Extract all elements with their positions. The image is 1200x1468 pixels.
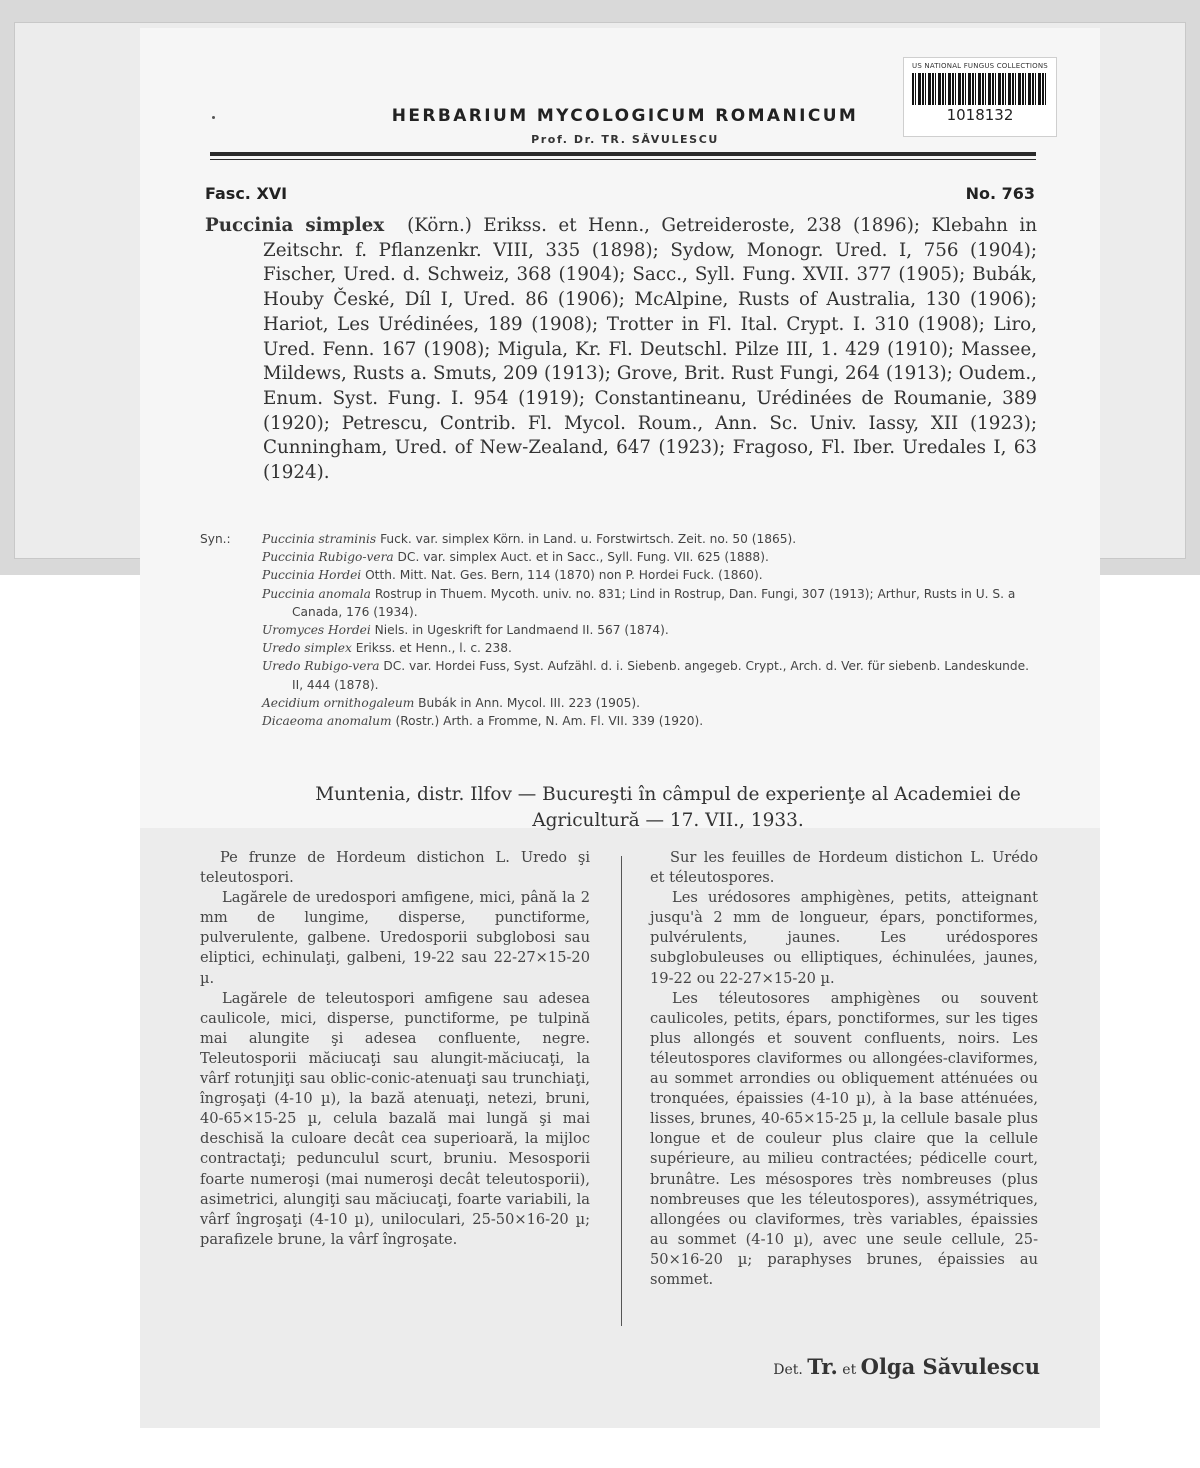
description-paragraph: Les urédosores amphigènes, petits, atteignant jusqu'à 2 mm de longueur, épars, ponctiformes, pulvérulents, jaunes. Les urédospores subglobuleuses ou elliptiques, échinulées, jaunes, 19-22 ou 22-27×15-20 µ. [650,889,1038,987]
synonym-item [200,639,1036,657]
determiner-name-2: Olga Săvulescu [860,1354,1040,1379]
synonym-text: Niels. in Ugeskrift for Landmaend II. 567 (1874). [374,623,669,638]
description-french [650,848,1038,1290]
synonym-name: Puccinia Hordei [262,568,362,583]
synonym-text: DC. var. simplex Auct. et in Sacc., Syll. Fung. VII. 625 (1888). [397,550,769,565]
synonym-name: Uredo Rubigo-vera [262,659,380,674]
synonym-text: DC. var. Hordei Fuss, Syst. Aufzähl. d. i. Siebenb. angegeb. Crypt., Arch. d. Ver. für siebenb. Landeskunde. II, 444 (1878). [292,659,1030,692]
synonym-text: Erikss. et Henn., l. c. 238. [355,641,512,656]
synonym-name: Puccinia Rubigo-vera [262,550,394,565]
synonym-text: Fuck. var. simplex Körn. in Land. u. Forstwirtsch. Zeit. no. 50 (1865). [380,532,797,546]
fascicle-label: Fasc. XVI [205,184,288,203]
description-paragraph: Pe frunze de Hordeum distichon L. Uredo şi teleutospori. [200,849,590,887]
species-name: Puccinia simplex [205,215,385,236]
determiner-prefix: Det. [773,1362,803,1378]
barcode-bars-icon [912,73,1048,105]
collection-locality: Muntenia, distr. Ilfov — Bucureşti în câmpul de experienţe al Academiei de Agricultură — 17. VII., 1933. [315,784,1021,831]
margin-dot [212,116,215,119]
synonyms-block [200,530,1036,730]
synonym-item [200,712,1036,730]
synonym-text: Rostrup in Thuem. Mycoth. univ. no. 831; Lind in Rostrup, Dan. Fungi, 307 (1913); Arthur, Rusts in U. S. a Canada, 176 (1934). [292,586,1016,619]
synonym-text: (Rostr.) Arth. a Fromme, N. Am. Fl. VII. 339 (1920). [395,714,704,729]
synonyms-list [200,530,1036,730]
synonym-item [200,566,1036,584]
description-paragraph: Sur les feuilles de Hordeum distichon L. Urédo et téleutospores. [650,849,1038,887]
determiner-conjunction: et [842,1362,857,1378]
header-rule-thick [210,152,1036,156]
synonym-name: Dicaeoma anomalum [262,714,392,729]
description-paragraph: Lagărele de uredospori amfigene, mici, până la 2 mm de lungime, disperse, punctiforme, pulverulente, galbene. Uredosporii subglobosi sau eliptici, echinulaţi, galbeni, 19-22 sau 22-27×15-20 µ. [200,889,590,987]
specimen-number: No. 763 [965,184,1035,203]
species-citation-block [205,214,1037,486]
synonym-item [200,548,1036,566]
synonym-name: Puccinia straminis [262,532,377,546]
determiner-name-1: Tr. [807,1354,838,1379]
header-rule-thin [210,159,1036,160]
description-paragraph: Lagărele de teleutospori amfigene sau adesea caulicole, mici, disperse, punctiforme, pe tulpină mai alungite şi adesea confluente, negre. Teleutosporii măciucaţi sau alungit-măciucaţi, la vârf rotunjiţi sau oblic-conic-atenuaţi sau trunchiaţi, îngroşaţi (4-10 µ), la bază atenuaţi, netezi, bruni, 40-65×15-25 µ, celula bazală mai lungă şi mai deschisă la culoare decât cea superioară, la mijloc contractaţi; pedunculul scurt, bruniu. Mesosporii foarte numeroşi (mai numeroşi decât teleutosporii), asimetrici, alungiţi sau măciucaţi, foarte variabili, la vârf îngroşaţi (4-10 µ), uniloculari, 25-50×16-20 µ; parafizele brune, la vârf îngroşate. [200,989,590,1248]
synonym-name: Uromyces Hordei [262,623,371,638]
synonym-text: Otth. Mitt. Nat. Ges. Bern, 114 (1870) non P. Hordei Fuck. (1860). [365,568,763,583]
herbarium-title: HERBARIUM MYCOLOGICUM ROMANICUM [391,106,859,126]
synonym-name: Uredo simplex [262,641,352,656]
synonym-item [200,621,1036,639]
synonym-item [200,585,1036,621]
description-romanian [200,848,590,1250]
description-paragraph: Les téleutosores amphigènes ou souvent caulicoles, petits, épars, ponctiformes, sur les tiges plus allongés et souvent confluents, noirs. Les téleutospores claviformes ou allongées-claviformes, au sommet arrondies ou obliquement atténuées ou tronquées, épaissies (4-10 µ), à la base atténuées, lisses, brunes, 40-65×15-25 µ, la cellule basale plus longue et de couleur plus claire que la cellule supérieure, au milieu contractées; pédicelle court, brunâtre. Les mésospores très nombreuses (plus nombreuses que les téleutospores), assymétriques, allongées ou claviformes, très variables, épaissies au sommet (4-10 µ), avec une seule cellule, 25-50×16-20 µ; paraphyses brunes, épaissies au sommet. [650,989,1038,1288]
synonym-item [200,694,1036,712]
synonym-name: Puccinia anomala [262,586,371,601]
synonym-item [200,657,1036,693]
synonym-text: Bubák in Ann. Mycol. III. 223 (1905). [418,695,640,710]
synonym-item [200,530,1036,548]
barcode-number: 1018132 [946,106,1014,124]
barcode-caption: US NATIONAL FUNGUS COLLECTIONS [912,62,1048,70]
column-divider [621,856,622,1326]
synonym-name: Aecidium ornithogaleum [262,695,415,710]
synonyms-label: Syn.: [200,532,231,546]
species-citation: (Körn.) Erikss. et Henn., Getreideroste, 238 (1896); Klebahn in Zeitschr. f. Pflanzenkr. VIII, 335 (1898); Sydow, Monogr. Ured. I, 756 (1904); Fischer, Ured. d. Schweiz, 368 (1904); Sacc., Syll. Fung. XVII. 377 (1905); Bubák, Houby České, Díl I, Ured. 86 (1906); McAlpine, Rusts of Australia, 130 (1906); Hariot, Les Urédinées, 189 (1908); Trotter in Fl. Ital. Crypt. I. 310 (1908); Liro, Ured. Fenn. 167 (1908); Migula, Kr. Fl. Deutschl. Pilze III, 1. 429 (1910); Massee, Mildews, Rusts a. Smuts, 209 (1913); Grove, Brit. Rust Fungi, 264 (1913); Oudem., Enum. Syst. Fung. I. 954 (1919); Constantineanu, Urédinées de Roumanie, 389 (1920); Petrescu, Contrib. Fl. Mycol. Roum., Ann. Sc. Univ. Iassy, XII (1923); Cunningham, Ured. of New-Zealand, 647 (1923); Fragoso, Fl. Iber. Uredales I, 63 (1924). [263,215,1038,484]
herbarium-subtitle: Prof. Dr. TR. SĂVULESCU [531,133,719,146]
determiner-line [718,1354,1040,1379]
